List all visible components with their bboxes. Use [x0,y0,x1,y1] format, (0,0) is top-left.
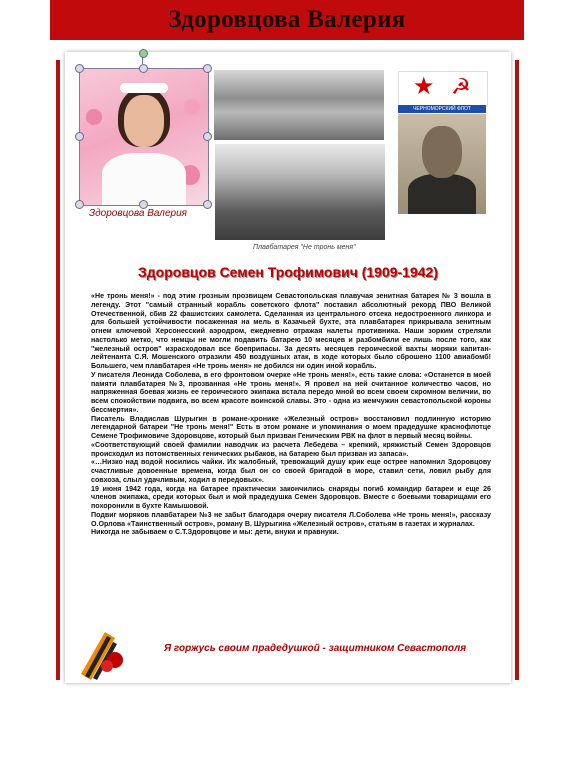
girl-dress [102,153,186,205]
resize-handle[interactable] [203,132,212,141]
soldier-portrait [398,114,486,214]
girl-photo[interactable] [79,68,209,206]
article-paragraph: «…Низко над водой носились чайки. Их жалобный, тревожащий душу крик еще острее напомнил Здоровцову счастливые довоенные времена, когда был он со своей бригадой в море, ставил сети, ловил рыбу для совхоза, слыл удачливым, ходил в передовых». [91,458,491,484]
fleet-label: ЧЕРНОМОРСКИЙ ФЛОТ [398,105,486,113]
article-paragraph: У писателя Леонида Соболева, в его фронтовом очерке «Не тронь меня!», есть такие слова: «Останется в моей памяти плавбатарея №3, прозванная «Не тронь меня!». Я провел на ней считанное количество часов, но напряженная боевая жизнь ее героического экипажа встала передо мной во всем своем скромном величии, во всем спокойствии подвига, во всем красоте воинской славы. Это - одна из жемчужин севастопольской короны бессмертия». [91,370,491,414]
hair-band [120,83,168,93]
resize-handle[interactable] [203,200,212,209]
resize-handle[interactable] [75,64,84,73]
battery-caption: Плавбатарея "Не тронь меня" [253,244,356,251]
footer-caption: Я горжусь своим прадедушкой - защитником Севастополя [163,643,467,654]
rotate-handle[interactable] [139,49,148,58]
left-border-line [56,60,60,680]
document-page [65,52,511,683]
navy-emblem [398,71,488,107]
girl-caption: Здоровцова Валерия [89,208,187,219]
right-border-line [515,60,519,680]
flower-decoration [184,99,200,115]
article-paragraph: 19 июня 1942 года, когда на батарее практически закончились снаряды погиб командир батареи и еще 26 членов экипажа, среди которых был и мой прадедушка Семен Здоровцов. Вместе с боевыми товарищами его похоронили в бухте Камышовой. [91,484,491,510]
article-paragraph: «Соответствующий своей фамилии наводчик из расчета Лебедева – крепкий, кряжистый Семен Здоровцов происходил из потомственных генических рыбаков, на батарею был призван из запаса». [91,440,491,458]
victory-ribbon-icon [75,624,131,680]
star-icon: ★ [413,74,435,100]
hammer-sickle-icon: ☭ [451,74,471,99]
flower-decoration [86,109,102,125]
resize-handle[interactable] [203,64,212,73]
article-paragraph: «Не тронь меня!» - под этим грозным прозвищем Севастопольская плавучая зенитная батарея № 3 вошла в легенду. Этот "самый странный корабль советского флота" поставил абсолютный рекорд ПВО Великой Отечественной, сбив 22 фашистских самолета. Сделанная из центрального отсека недостроенного линкора и для большей устойчивости посаженная на мель в Казачьей бухте, эта плавбатарея прикрывала зенитным огнем ключевой Херсонесский аэродром, ежедневно отражая налеты противника. Наши зорким стреляли настолько метко, что немцы не могли подавить батарею 10 месяцев и разбомбили ее лишь после того, как "железный остров" израсходовал все боеприпасы. За десять месяцев героической вахты моряки капитан-лейтенанта С.Я. Мошенского отразили 450 воздушных атак, в ходе которых было сброшено 1100 авиабомб! Большего, чем плавбатарея «Не тронь меня» не добился ни один иной корабль. [91,292,491,370]
portrait-head [422,126,462,178]
article-paragraph: Писатель Владислав Шурыгин в романе-хронике «Железный остров» восстановил подлинную историю легендарной батареи "Не тронь меня!" Есть в этом романе и упоминания о моем прадедушке краснофлотце Семене Трофимовиче Здоровцове, который был призван Геническим РВК на флот в первый месяц войны. [91,414,491,440]
portrait-body [408,174,476,214]
resize-handle[interactable] [75,132,84,141]
article-body [91,292,491,537]
girl-face [124,95,164,147]
battery-photo-aerial [214,70,384,140]
battery-photo-crew [215,144,385,240]
article-heading: Здоровцов Семен Трофимович (1909-1942) [138,264,438,280]
resize-handle[interactable] [75,200,84,209]
article-paragraph: Никогда не забываем о С.Т.Здоровцове и мы: дети, внуки и правнуки. [91,528,339,537]
resize-handle[interactable] [139,64,148,73]
article-paragraph: Подвиг моряков плавбатареи №3 не забыт благодаря очерку писателя Л.Соболева «Не тронь меня!», рассказу О.Орлова «Таинственный остров», роману В. Шурыгина «Железный остров», статьям в газетах и журналах. [91,510,491,528]
slide-title: Здоровцова Валерия [168,6,406,33]
